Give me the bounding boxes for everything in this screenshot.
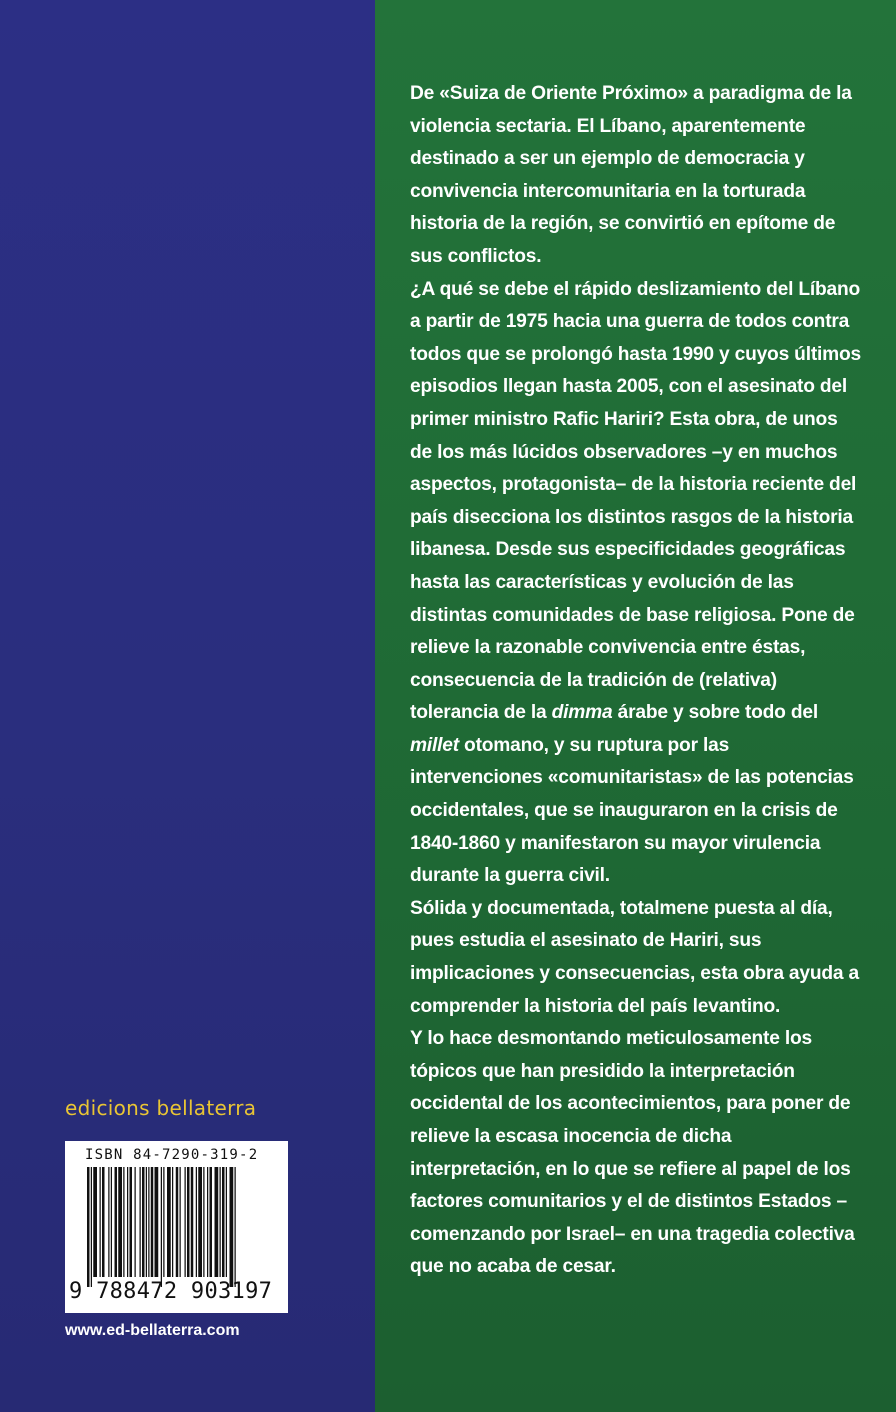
barcode-bar [230,1167,234,1287]
barcode-bar [235,1167,236,1287]
barcode-bar [185,1167,186,1277]
barcode-bar [127,1167,128,1277]
barcode-bar [115,1167,118,1277]
barcode-bar [123,1167,124,1277]
barcode-bar [203,1167,204,1277]
blurb-italic-term: dimma [551,702,613,724]
barcode-bar [155,1167,159,1277]
barcode-bar [196,1167,197,1277]
barcode-bar [167,1167,171,1277]
barcode-bar [180,1167,181,1277]
barcode-bar [135,1167,136,1277]
barcode-bar [198,1167,202,1277]
blurb-paragraph-4: Y lo hace desmontando meticulosamente los tópicos que han presidido la interpretación occidental de los acontecimientos, para poner de relieve la escasa inocencia de dicha interpretación, en lo que se refiere al papel de los factores comunitarios y el de distintos Estados –comenzando por Israel– en una tragedia colectiva que no acaba de cesar. [410,1028,855,1278]
blurb-text: árabe y sobre todo del [612,702,818,724]
barcode-bar [91,1167,92,1287]
barcode-bar [130,1167,133,1277]
ean-digits: 9 788472 903197 [69,1279,273,1304]
blurb-text: otomano, y su ruptura por las intervenciones «comunitaristas» de las potencias occidentales, que se inauguraron en la crisis de 1840-1860 y manifestaron su mayor virulencia durante la guerra civil. [410,734,854,887]
barcode-bar [161,1167,162,1287]
barcode-bar [191,1167,194,1277]
publisher-name: edicions bellaterra [65,1096,257,1120]
barcode-bar [87,1167,90,1287]
barcode-bar [100,1167,101,1277]
barcode-bar [187,1167,190,1277]
barcode-bar [220,1167,221,1277]
barcode-bar [93,1167,97,1277]
back-cover-blurb [410,78,862,1284]
barcode-bar [172,1167,173,1277]
isbn-label: ISBN 84-7290-319-2 [85,1147,259,1163]
barcode-bar [222,1167,225,1277]
barcode-bar [207,1167,208,1277]
blurb-paragraph-3: Sólida y documentada, totalmene puesta al día, pues estudia el asesinato de Hariri, sus implicaciones y consecuencias, esta obra ayuda a comprender la historia del país levantino. [410,897,859,1017]
blurb-italic-term: millet [410,734,459,756]
barcode-bar [118,1167,122,1277]
barcode-bar [210,1167,213,1277]
barcode [65,1141,288,1313]
website-url: www.ed-bellaterra.com [65,1322,240,1339]
barcode-bar [142,1167,145,1277]
barcode-bar [163,1167,164,1277]
barcode-bar [151,1167,154,1277]
barcode-bar [102,1167,105,1277]
barcode-bars [87,1167,271,1287]
barcode-bar [111,1167,112,1277]
barcode-bar [215,1167,219,1277]
barcode-bar [226,1167,227,1277]
blurb-paragraph-2 [410,274,862,893]
blurb-text: ¿A qué se debe el rápido deslizamiento del Líbano a partir de 1975 hacia una guerra de todos contra todos que se prolongó hasta 1990 y cuyos últimos episodios llegan hasta 2005, con el asesinato del primer ministro Rafic Hariri? Esta obra, de unos de los más lúcidos observadores –y en muchos aspectos, protagonista– de la historia reciente del país disecciona los distintos rasgos de la historia libanesa. Desde sus especificidades geográficas hasta las características y evolución de las distintas comunidades de base religiosa. Pone de relieve la razonable convivencia entre éstas, consecuencia de la tradición de (relativa) tolerancia de la [410,278,862,724]
barcode-bar [140,1167,141,1277]
blurb-paragraph-1: De «Suiza de Oriente Próximo» a paradigma de la violencia sectaria. El Líbano, aparentemente destinado a ser un ejemplo de democracia y convivencia intercomunitaria en la torturada historia de la región, se convirtió en epítome de sus conflictos. [410,83,852,267]
barcode-bar [148,1167,149,1277]
barcode-bar [176,1167,179,1277]
barcode-bar [108,1167,109,1277]
barcode-bar [146,1167,147,1277]
